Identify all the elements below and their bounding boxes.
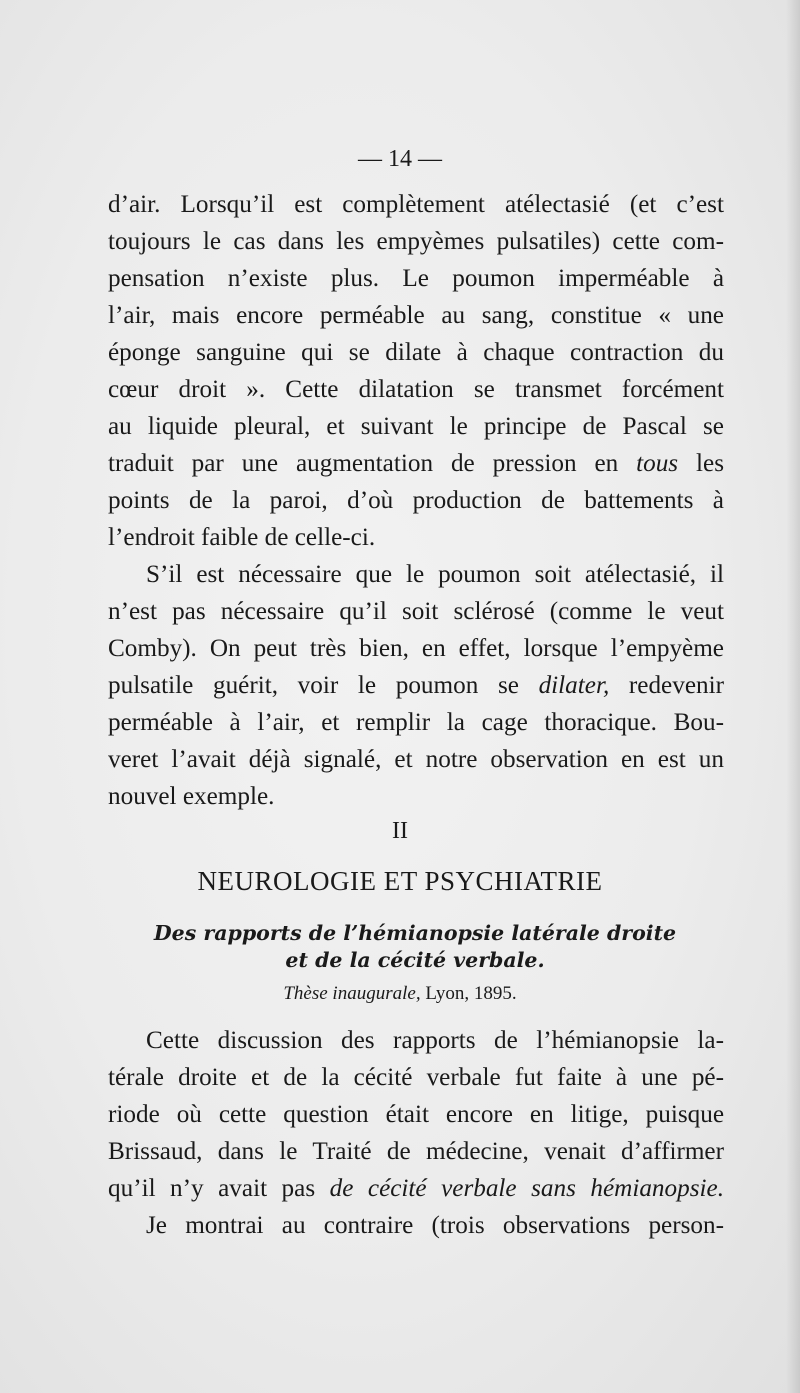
text-line: points de la paroi, d’où production de battements à — [108, 487, 724, 514]
page-number: — 14 — — [358, 146, 442, 172]
text-line — [108, 667, 724, 704]
text-line: S’il est nécessaire que le poumon soit atélectasié, il — [146, 561, 724, 588]
text-segment: qu’il n’y avait pas — [108, 1175, 330, 1202]
text-line: éponge sanguine qui se dilate à chaque contraction du — [108, 339, 724, 366]
text-line: perméable à l’air, et remplir la cage thoracique. Bou- — [108, 709, 724, 736]
text-line — [108, 1170, 724, 1207]
work-title — [150, 920, 680, 974]
work-title-line: Des rapports de l’hémianopsie latérale droite — [153, 921, 677, 945]
text-line: n’est pas nécessaire qu’il soit sclérosé (comme le veut — [108, 598, 724, 625]
italic-text: dilater, — [538, 672, 610, 699]
thesis-place-year: Lyon, 1895. — [420, 983, 517, 1004]
work-title-line: et de la cécité verbale. — [285, 948, 545, 972]
text-line: Je montrai au contraire (trois observations person- — [146, 1212, 724, 1239]
text-segment: les — [678, 450, 724, 477]
text-line: au liquide pleural, et suivant le principe de Pascal se — [108, 413, 724, 440]
text-line: nouvel exemple. — [108, 783, 275, 810]
text-segment: pulsatile guérit, voir le poumon se — [108, 672, 539, 699]
paragraph-3 — [108, 1022, 724, 1244]
text-line: Cette discussion des rapports de l’hémianopsie la- — [146, 1027, 724, 1054]
thesis-label: Thèse inaugurale, — [283, 983, 421, 1004]
paragraph-1 — [108, 186, 724, 556]
paragraph-2 — [108, 556, 724, 815]
text-line: térale droite et de la cécité verbale fut faite à une pé- — [108, 1064, 724, 1091]
text-segment: traduit par une augmentation de pression en — [108, 450, 637, 477]
text-segment: redevenir — [609, 672, 724, 699]
thesis-reference — [0, 983, 800, 1005]
section-number: II — [392, 818, 408, 844]
text-line: riode où cette question était encore en litige, puisque — [108, 1101, 724, 1128]
text-line: toujours le cas dans les empyèmes pulsatiles) cette com- — [108, 228, 724, 255]
section-title: NEUROLOGIE ET PSYCHIATRIE — [197, 866, 603, 896]
italic-text: de cécité verbale sans hémianopsie. — [329, 1175, 724, 1202]
text-line: Brissaud, dans le Traité de médecine, venait d’affirmer — [108, 1138, 724, 1165]
text-line: pensation n’existe plus. Le poumon imperméable à — [108, 265, 724, 292]
text-line: l’air, mais encore perméable au sang, constitue « une — [108, 302, 724, 329]
text-line: Comby). On peut très bien, en effet, lorsque l’empyème — [108, 635, 724, 662]
text-line: veret l’avait déjà signalé, et notre observation en est un — [108, 746, 724, 773]
text-line: cœur droit ». Cette dilatation se transmet forcément — [108, 376, 724, 403]
page-edge-shadow — [786, 0, 800, 1393]
text-line — [108, 445, 724, 482]
text-line: d’air. Lorsqu’il est complètement atélectasié (et c’est — [108, 191, 724, 218]
italic-text: tous — [636, 450, 679, 477]
text-line: l’endroit faible de celle-ci. — [108, 524, 376, 551]
